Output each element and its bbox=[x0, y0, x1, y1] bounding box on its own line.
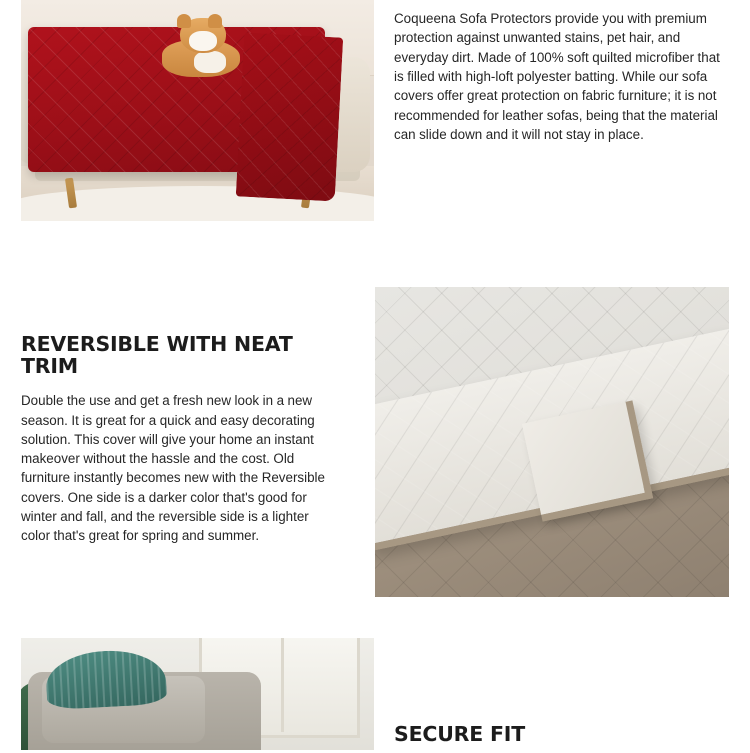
section-reversible-with-neat-trim bbox=[0, 287, 750, 597]
secure-fit-text-block bbox=[394, 723, 730, 751]
reversible-text-block bbox=[21, 333, 331, 546]
section-protect-your-furniture bbox=[0, 0, 750, 252]
protect-your-furniture-text-block bbox=[394, 0, 730, 144]
section-body-protect: Coqueena Sofa Protectors provide you with premium protection against unwanted stains, pet hair, and everyday dirt. Made of 100% soft quilted microfiber that is filled with high-loft polyester batting. While our sofa covers offer great protection on fabric furniture; it is not recommended for leather sofas, being that the material can slide down and it will not stay in place. bbox=[394, 11, 720, 142]
section-secure-fit bbox=[0, 638, 750, 753]
reversible-quilt-image bbox=[375, 287, 729, 597]
secure-fit-image bbox=[21, 638, 374, 750]
section-heading-reversible: REVERSIBLE WITH NEAT TRIM bbox=[21, 332, 293, 379]
section-heading-secure-fit: SECURE FIT bbox=[394, 722, 525, 746]
sofa-dog-image bbox=[21, 0, 374, 221]
section-body-reversible: Double the use and get a fresh new look in a new season. It is great for a quick and easy decorating solution. This cover will give your home an instant makeover without the hassle and the cost. Old furniture instantly becomes new with the Reversible covers. One side is a darker color that's good for winter and fall, and the reversible side is a lighter color that's great for spring and summer. bbox=[21, 393, 325, 544]
